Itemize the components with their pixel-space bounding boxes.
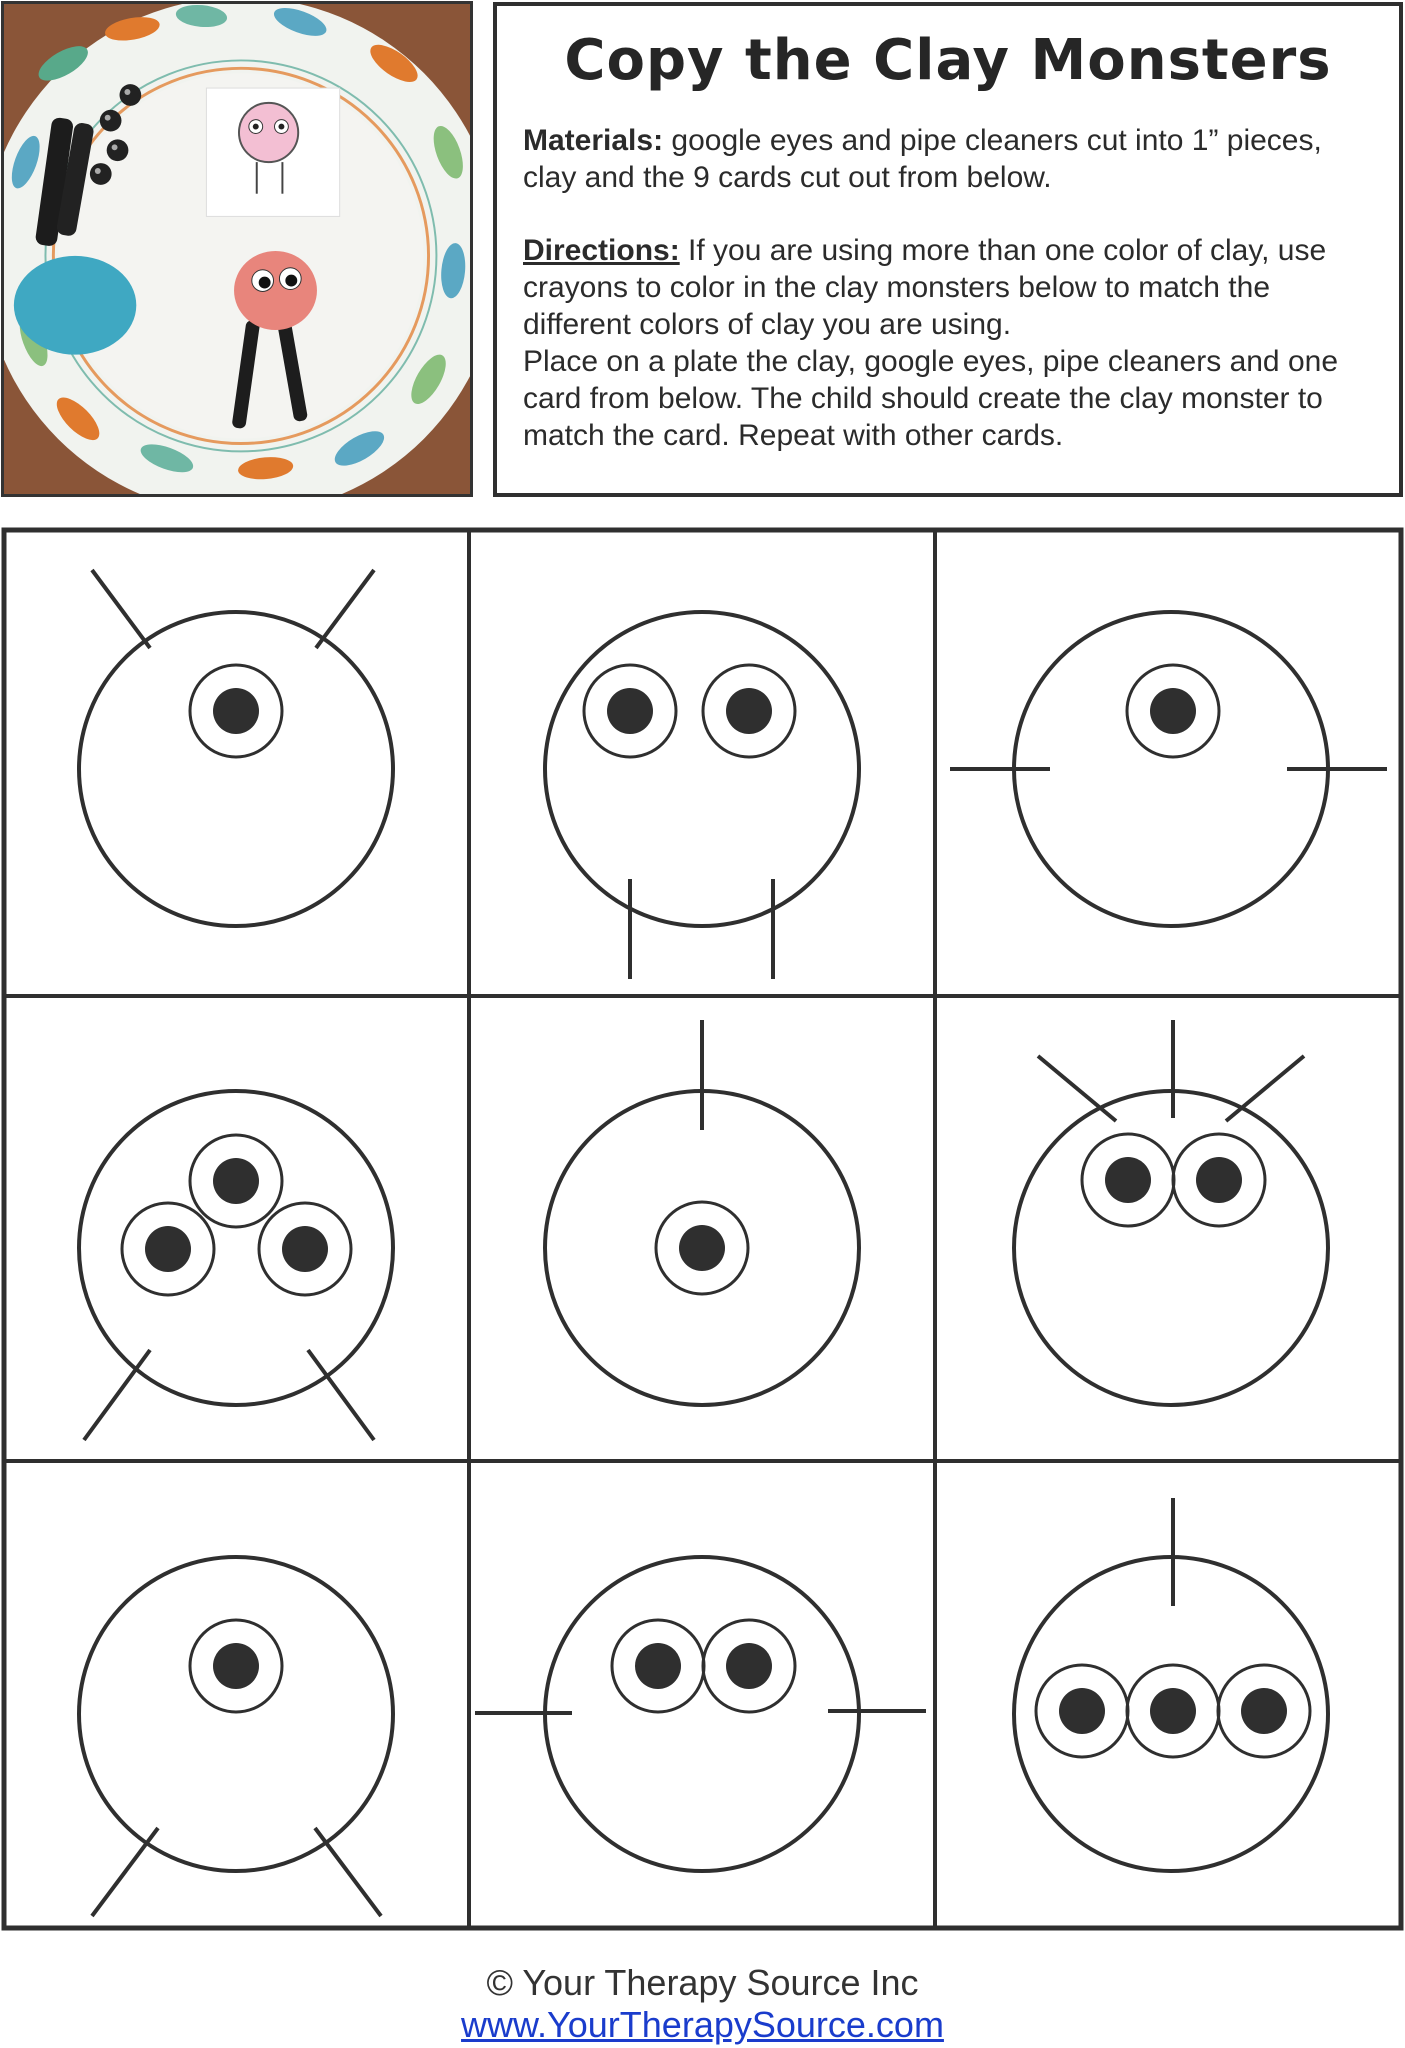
directions-paragraph [523, 232, 1369, 454]
plate-illustration [4, 4, 470, 494]
monster-cards-svg [0, 526, 1405, 1931]
directions-label: Directions: [523, 234, 680, 267]
page-title: Copy the Clay Monsters [564, 28, 1332, 93]
directions-text-2: Place on a plate the clay, google eyes, pipe cleaners and one card from below. The child should create the clay monster to match the card. Repeat with other cards. [523, 345, 1339, 452]
copyright-text: © Your Therapy Source Inc [486, 1962, 919, 2003]
monster-card-4 [79, 1091, 393, 1440]
monster-card-5 [545, 1020, 859, 1405]
materials-paragraph [523, 122, 1369, 196]
monster-card-3 [950, 612, 1387, 926]
materials-text: google eyes and pipe cleaners cut into 1” pieces, clay and the 9 cards cut out from below. [523, 124, 1322, 194]
sample-card [206, 88, 339, 216]
monster-card-6 [1014, 1020, 1328, 1405]
monster-card-grid [0, 526, 1405, 1931]
materials-label: Materials: [523, 124, 664, 157]
monster-card-9 [1014, 1498, 1328, 1871]
monster-card-2 [545, 612, 859, 979]
instructions-panel [493, 2, 1403, 497]
website-link[interactable]: www.YourTherapySource.com [461, 2004, 944, 2045]
monster-card-7 [79, 1557, 393, 1916]
directions-text: If you are using more than one color of clay, use crayons to color in the clay monsters below to match the different colors of clay you are using. [523, 234, 1327, 341]
blue-clay [14, 256, 136, 355]
clay-monster-photo [1, 1, 473, 497]
monster-card-8 [475, 1557, 926, 1871]
monster-card-1 [79, 570, 393, 926]
